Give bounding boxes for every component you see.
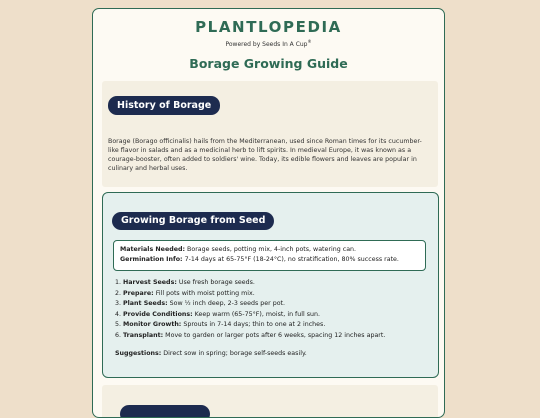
- step-number: 6.: [115, 331, 122, 339]
- step-label: Provide Conditions:: [123, 310, 193, 318]
- step-label: Monitor Growth:: [123, 321, 182, 328]
- step-text: Fill pots with moist potting mix.: [153, 289, 255, 297]
- germination-label: Germination Info:: [120, 255, 183, 263]
- steps-list: [115, 278, 431, 341]
- suggestions-label: Suggestions:: [115, 350, 162, 357]
- germination-text: 7-14 days at 65-75°F (18-24°C), no stratification, 80% success rate.: [182, 255, 399, 263]
- list-item: [115, 331, 431, 342]
- seed-section: [102, 192, 439, 378]
- list-item: [115, 289, 431, 300]
- germination-line: [120, 255, 419, 265]
- next-section-heading: [120, 405, 210, 418]
- next-section: [102, 385, 438, 418]
- materials-box: [113, 240, 426, 271]
- list-item: [115, 320, 431, 331]
- powered-by: [93, 39, 444, 48]
- step-text: Sprouts in 7-14 days; thin to one at 2 inches.: [181, 321, 326, 328]
- history-heading: History of Borage: [108, 96, 220, 115]
- guide-card: [92, 8, 445, 418]
- materials-text: Borage seeds, potting mix, 4-inch pots, watering can.: [185, 246, 357, 253]
- step-label: Harvest Seeds:: [123, 279, 177, 286]
- step-label: Plant Seeds:: [123, 300, 168, 307]
- step-number: 2.: [115, 289, 122, 297]
- step-text: Keep warm (65-75°F), moist, in full sun.: [192, 310, 321, 318]
- page-title: Borage Growing Guide: [189, 56, 348, 71]
- step-text: Move to garden or larger pots after 6 weeks, spacing 12 inches apart.: [163, 331, 386, 339]
- suggestions: [115, 349, 431, 358]
- registered-mark: ®: [307, 39, 312, 44]
- step-text: Sow ½ inch deep, 2-3 seeds per pot.: [167, 300, 286, 307]
- site-logo[interactable]: PLANTLOPEDIA: [195, 18, 342, 36]
- step-number: 1.: [115, 279, 122, 286]
- step-number: 5.: [115, 321, 122, 328]
- step-label: Transplant:: [123, 331, 164, 339]
- materials-line: [120, 245, 419, 255]
- powered-by-text: Powered by Seeds In A Cup: [225, 41, 308, 48]
- list-item: [115, 278, 431, 289]
- history-text: Borage (Borago officinalis) hails from the Mediterranean, used since Roman times for its cucumber-like flavor in salads and as a medicinal herb to lift spirits. In medieval Europe, it was known as a courage-booster, often added to soldiers' wine. Today, its edible flowers and leaves are popular in culinary and herbal uses.: [108, 138, 422, 173]
- suggestions-text: Direct sow in spring; borage self-seeds easily.: [161, 350, 307, 357]
- step-number: 3.: [115, 300, 122, 307]
- materials-label: Materials Needed:: [120, 246, 186, 253]
- seed-heading: Growing Borage from Seed: [112, 212, 274, 230]
- list-item: [115, 310, 431, 321]
- step-number: 4.: [115, 310, 122, 318]
- list-item: [115, 299, 431, 310]
- history-section: [102, 81, 438, 187]
- step-label: Prepare:: [123, 289, 154, 297]
- step-text: Use fresh borage seeds.: [176, 279, 255, 286]
